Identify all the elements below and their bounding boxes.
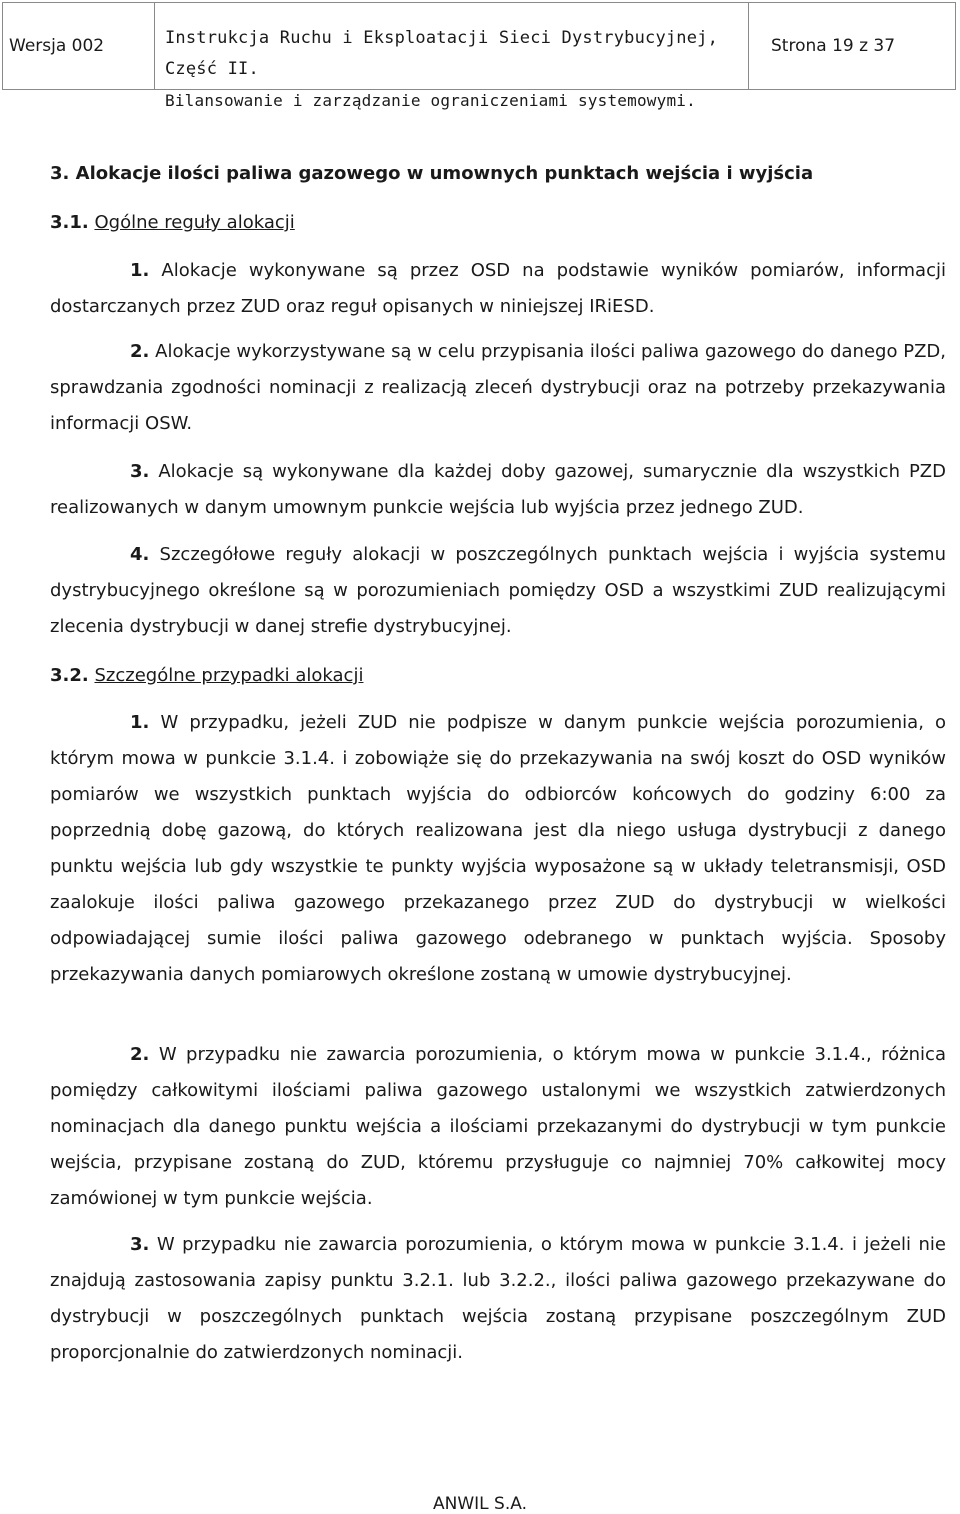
- item-text: W przypadku nie zawarcia porozumienia, o którym mowa w punkcie 3.1.4. i jeżeli nie znajdują zastosowania zapisy punktu 3.2.1. lub 3.2.2., ilości paliwa gazowego przekazywane do dystrybucji w poszczególnych punktach wejścia zostaną przypisane poszczególnym ZUD proporcjonalnie do zatwierdzonych nominacji.: [50, 1234, 946, 1363]
- section-3-2-heading: [50, 658, 946, 694]
- item-text: Szczegółowe reguły alokacji w poszczególnych punktach wejścia i wyjścia systemu dystrybucyjnego określone są w porozumieniach pomiędzy OSD a wszystkimi ZUD realizującymi zlecenia dystrybucji w danej strefie dystrybucyjnej.: [50, 544, 946, 637]
- section-number: 3.2.: [50, 665, 89, 686]
- paragraph-3-1-2: [50, 334, 946, 442]
- paragraph-3-1-4: [50, 537, 946, 645]
- paragraph-3-1-3: [50, 454, 946, 526]
- header-page-number: Strona 19 z 37: [771, 36, 896, 56]
- section-title: Ogólne reguły alokacji: [94, 212, 295, 233]
- item-text: Alokacje wykonywane są przez OSD na podstawie wyników pomiarów, informacji dostarczanych przez ZUD oraz reguł opisanych w niniejszej IRiESD.: [50, 260, 946, 317]
- section-number: 3.1.: [50, 212, 89, 233]
- section-title: Alokacje ilości paliwa gazowego w umownych punktach wejścia i wyjścia: [75, 163, 814, 184]
- item-text: W przypadku nie zawarcia porozumienia, o którym mowa w punkcie 3.1.4., różnica pomiędzy całkowitymi ilościami paliwa gazowego ustalonymi we wszystkich zatwierdzonych nominacjach dla danego punktu wejścia a ilościami przekazanymi do dystrybucji w tym punkcie wejścia, przypisane zostaną do ZUD, któremu przysługuje co najmniej 70% całkowitej mocy zamówionej w tym punkcie wejścia.: [50, 1044, 946, 1209]
- page-footer-company: ANWIL S.A.: [433, 1494, 527, 1514]
- item-number: 1.: [130, 260, 150, 281]
- item-text: Alokacje są wykonywane dla każdej doby gazowej, sumarycznie dla wszystkich PZD realizowanych w danym umownym punkcie wejścia lub wyjścia przez jednego ZUD.: [50, 461, 946, 518]
- item-number: 4.: [130, 544, 150, 565]
- paragraph-3-2-2: [50, 1037, 946, 1217]
- section-title: Szczególne przypadki alokacji: [94, 665, 364, 686]
- item-number: 1.: [130, 712, 150, 733]
- page-header: [2, 2, 956, 110]
- header-title-line2: Bilansowanie i zarządzanie ograniczeniami systemowymi.: [165, 91, 696, 110]
- paragraph-3-2-1: [50, 705, 946, 993]
- header-title-line1: Instrukcja Ruchu i Eksploatacji Sieci Dystrybucyjnej, Część II.: [165, 28, 719, 79]
- item-number: 2.: [130, 1044, 150, 1065]
- header-title: [155, 3, 749, 110]
- header-version: Wersja 002: [3, 3, 155, 89]
- item-number: 3.: [130, 1234, 150, 1255]
- item-number: 2.: [130, 341, 150, 362]
- paragraph-3-1-1: [50, 253, 946, 325]
- paragraph-3-2-3: [50, 1227, 946, 1371]
- section-number: 3.: [50, 163, 70, 184]
- section-3-1-heading: [50, 205, 946, 241]
- item-text: W przypadku, jeżeli ZUD nie podpisze w danym punkcie wejścia porozumienia, o którym mowa w punkcie 3.1.4. i zobowiąże się do przekazywania na swój koszt do OSD wyników pomiarów we wszystkich punktach wyjścia do odbiorców końcowych do godziny 6:00 za poprzednią dobę gazową, do których realizowana jest dla niego usługa dystrybucji z danego punktu wejścia lub gdy wszystkie te punkty wyjścia wyposażone są w układy teletransmisji, OSD zaalokuje ilości paliwa gazowego przekazanego przez ZUD do dystrybucji w wielkości odpowiadającej sumie ilości paliwa gazowego odebranego w punktach wyjścia. Sposoby przekazywania danych pomiarowych określone zostaną w umowie dystrybucyjnej.: [50, 712, 946, 985]
- section-3-heading: [50, 156, 946, 192]
- item-number: 3.: [130, 461, 150, 482]
- item-text: Alokacje wykorzystywane są w celu przypisania ilości paliwa gazowego do danego PZD, sprawdzania zgodności nominacji z realizacją zleceń dystrybucji oraz na potrzeby przekazywania informacji OSW.: [50, 341, 946, 434]
